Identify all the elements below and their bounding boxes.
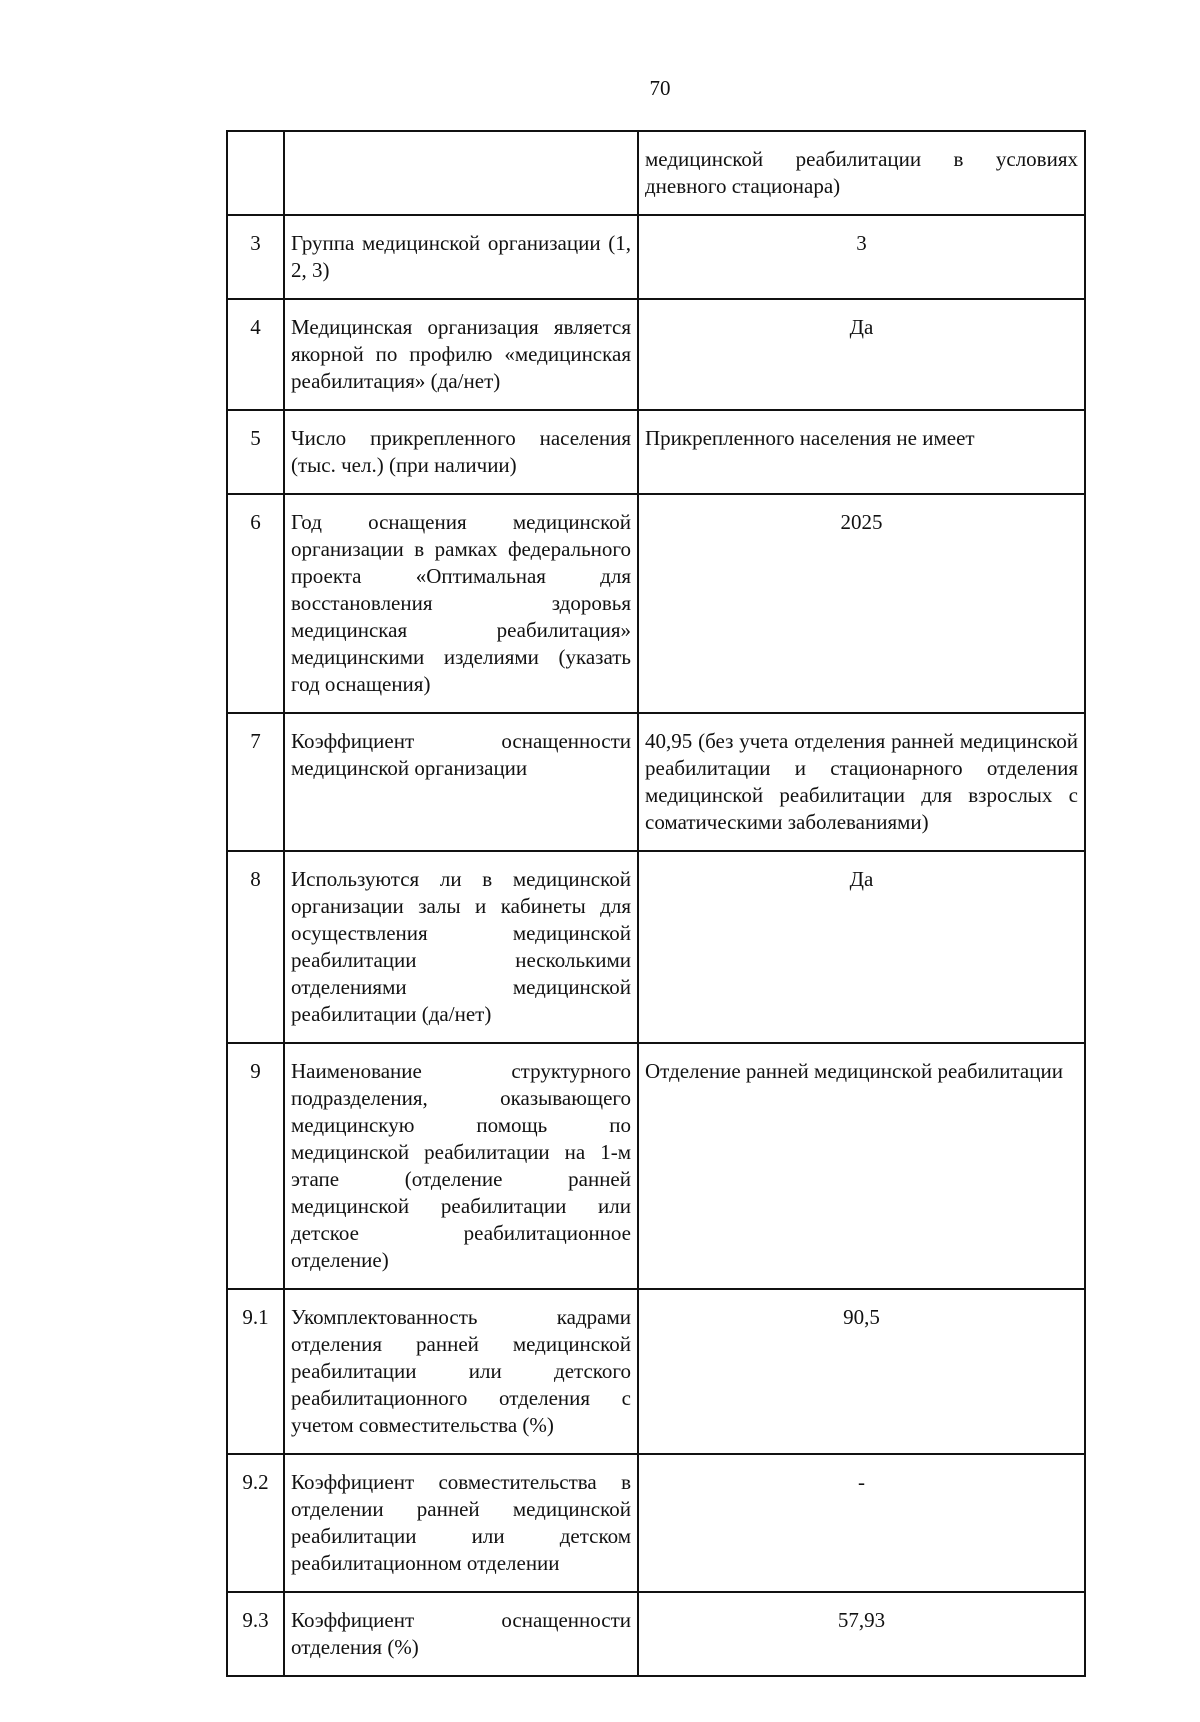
indicator-label-cell: Коэффициент оснащенности отделения (%) xyxy=(284,1592,638,1676)
indicator-label-cell: Число прикрепленного населения (тыс. чел.) (при наличии) xyxy=(284,410,638,494)
indicator-value-cell: 40,95 (без учета отделения ранней медицинской реабилитации и стационарного отделения медицинской реабилитации для взрослых с соматическими заболеваниями) xyxy=(638,713,1085,851)
table-row xyxy=(227,494,1085,713)
table-row xyxy=(227,1043,1085,1289)
indicator-label-cell: Группа медицинской организации (1, 2, 3) xyxy=(284,215,638,299)
indicator-label-cell: Используются ли в медицинской организации залы и кабинеты для осуществления медицинской реабилитации несколькими отделениями медицинской реабилитации (да/нет) xyxy=(284,851,638,1043)
row-number-cell: 9 xyxy=(227,1043,284,1289)
indicator-table xyxy=(226,130,1086,1677)
row-number-cell: 9.2 xyxy=(227,1454,284,1592)
indicator-value-cell: медицинской реабилитации в условиях дневного стационара) xyxy=(638,131,1085,215)
row-number-cell: 4 xyxy=(227,299,284,410)
row-number-cell: 7 xyxy=(227,713,284,851)
indicator-label-cell: Наименование структурного подразделения, оказывающего медицинскую помощь по медицинской реабилитации на 1-м этапе (отделение ранней медицинской реабилитации или детское реабилитационное отделение) xyxy=(284,1043,638,1289)
indicator-value-cell: 90,5 xyxy=(638,1289,1085,1454)
indicator-value-cell: - xyxy=(638,1454,1085,1592)
table-row xyxy=(227,1592,1085,1676)
table-row xyxy=(227,299,1085,410)
indicator-value-cell: 2025 xyxy=(638,494,1085,713)
table-row xyxy=(227,131,1085,215)
indicator-value-cell: 3 xyxy=(638,215,1085,299)
indicator-value-cell: Прикрепленного населения не имеет xyxy=(638,410,1085,494)
indicator-value-cell: Да xyxy=(638,851,1085,1043)
row-number-cell: 6 xyxy=(227,494,284,713)
row-number-cell xyxy=(227,131,284,215)
indicator-label-cell: Год оснащения медицинской организации в рамках федерального проекта «Оптимальная для восстановления здоровья медицинская реабилитация» медицинскими изделиями (указать год оснащения) xyxy=(284,494,638,713)
row-number-cell: 8 xyxy=(227,851,284,1043)
indicator-label-cell: Медицинская организация является якорной по профилю «медицинская реабилитация» (да/нет) xyxy=(284,299,638,410)
row-number-cell: 5 xyxy=(227,410,284,494)
table-row xyxy=(227,851,1085,1043)
indicator-label-cell: Укомплектованность кадрами отделения ранней медицинской реабилитации или детского реабилитационного отделения с учетом совместительства (%) xyxy=(284,1289,638,1454)
page-number: 70 xyxy=(649,76,671,100)
table-row xyxy=(227,215,1085,299)
indicator-value-cell: Да xyxy=(638,299,1085,410)
indicator-label-cell xyxy=(284,131,638,215)
indicator-label-cell: Коэффициент оснащенности медицинской организации xyxy=(284,713,638,851)
table-row xyxy=(227,410,1085,494)
row-number-cell: 3 xyxy=(227,215,284,299)
table-row xyxy=(227,713,1085,851)
indicator-value-cell: 57,93 xyxy=(638,1592,1085,1676)
table-row xyxy=(227,1454,1085,1592)
row-number-cell: 9.1 xyxy=(227,1289,284,1454)
row-number-cell: 9.3 xyxy=(227,1592,284,1676)
indicator-label-cell: Коэффициент совместительства в отделении ранней медицинской реабилитации или детском реабилитационном отделении xyxy=(284,1454,638,1592)
indicator-value-cell: Отделение ранней медицинской реабилитации xyxy=(638,1043,1085,1289)
table-row xyxy=(227,1289,1085,1454)
